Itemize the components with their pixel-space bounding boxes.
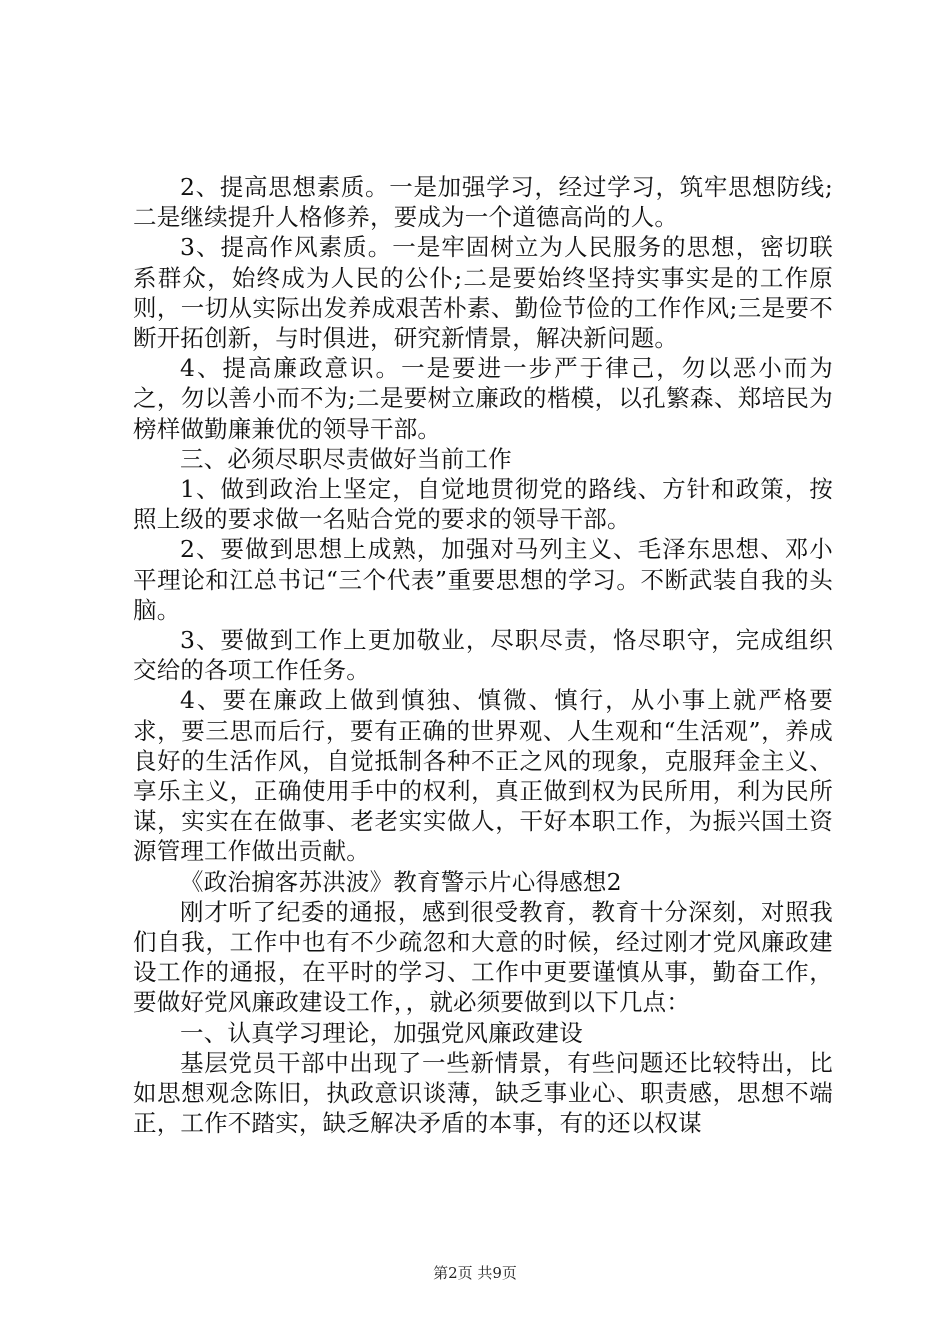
paragraph: 2、提高思想素质。一是加强学习，经过学习，筑牢思想防线;二是继续提升人格修养，要成为一个道德高尚的人。 [133, 173, 833, 232]
page-number: 第2页 共9页 [433, 1264, 517, 1282]
section-heading: 一、认真学习理论，加强党风廉政建设 [180, 1018, 583, 1047]
article-title: 《政治掮客苏洪波》教育警示片心得感想2 [180, 867, 622, 896]
paragraph: 基层党员干部中出现了一些新情景，有些问题还比较特出，比如思想观念陈旧，执政意识谈薄，缺乏事业心、职责感，思想不端正，工作不踏实，缺乏解决矛盾的本事，有的还以权谋 [133, 1048, 833, 1138]
paragraph: 3、要做到工作上更加敬业，尽职尽责，恪尽职守，完成组织交给的各项工作任务。 [133, 626, 833, 685]
paragraph: 4、提高廉政意识。一是要进一步严于律己，勿以恶小而为之，勿以善小而不为;二是要树立廉政的楷模，以孔繁森、郑培民为榜样做勤廉兼优的领导干部。 [133, 354, 833, 443]
paragraph: 1、做到政治上坚定，自觉地贯彻党的路线、方针和政策，按照上级的要求做一名贴合党的要求的领导干部。 [133, 475, 833, 534]
paragraph: 刚才听了纪委的通报，感到很受教育，教育十分深刻，对照我们自我，工作中也有不少疏忽和大意的时候，经过刚才党风廉政建设工作的通报，在平时的学习、工作中更要谨慎从事，勤奋工作，要做好党风廉政建设工作，，就必须要做到以下几点： [133, 897, 833, 1017]
paragraph: 2、要做到思想上成熟，加强对马列主义、毛泽东思想、邓小平理论和江总书记“三个代表”重要思想的学习。不断武装自我的头脑。 [133, 535, 833, 624]
paragraph: 3、提高作风素质。一是牢固树立为人民服务的思想，密切联系群众，始终成为人民的公仆;二是要始终坚持实事实是的工作原则，一切从实际出发养成艰苦朴素、勤俭节俭的工作作风;三是要不断开拓创新，与时俱进，研究新情景，解决新问题。 [133, 233, 833, 353]
section-heading: 三、必须尽职尽责做好当前工作 [180, 444, 512, 473]
paragraph: 4、要在廉政上做到慎独、慎微、慎行，从小事上就严格要求，要三思而后行，要有正确的世界观、人生观和“生活观”，养成良好的生活作风，自觉抵制各种不正之风的现象，克服拜金主义、享乐主义，正确使用手中的权利，真正做到权为民所用，利为民所谋，实实在在做事、老老实实做人，干好本职工作，为振兴国土资源管理工作做出贡献。 [133, 686, 833, 866]
document-body [133, 172, 833, 1139]
